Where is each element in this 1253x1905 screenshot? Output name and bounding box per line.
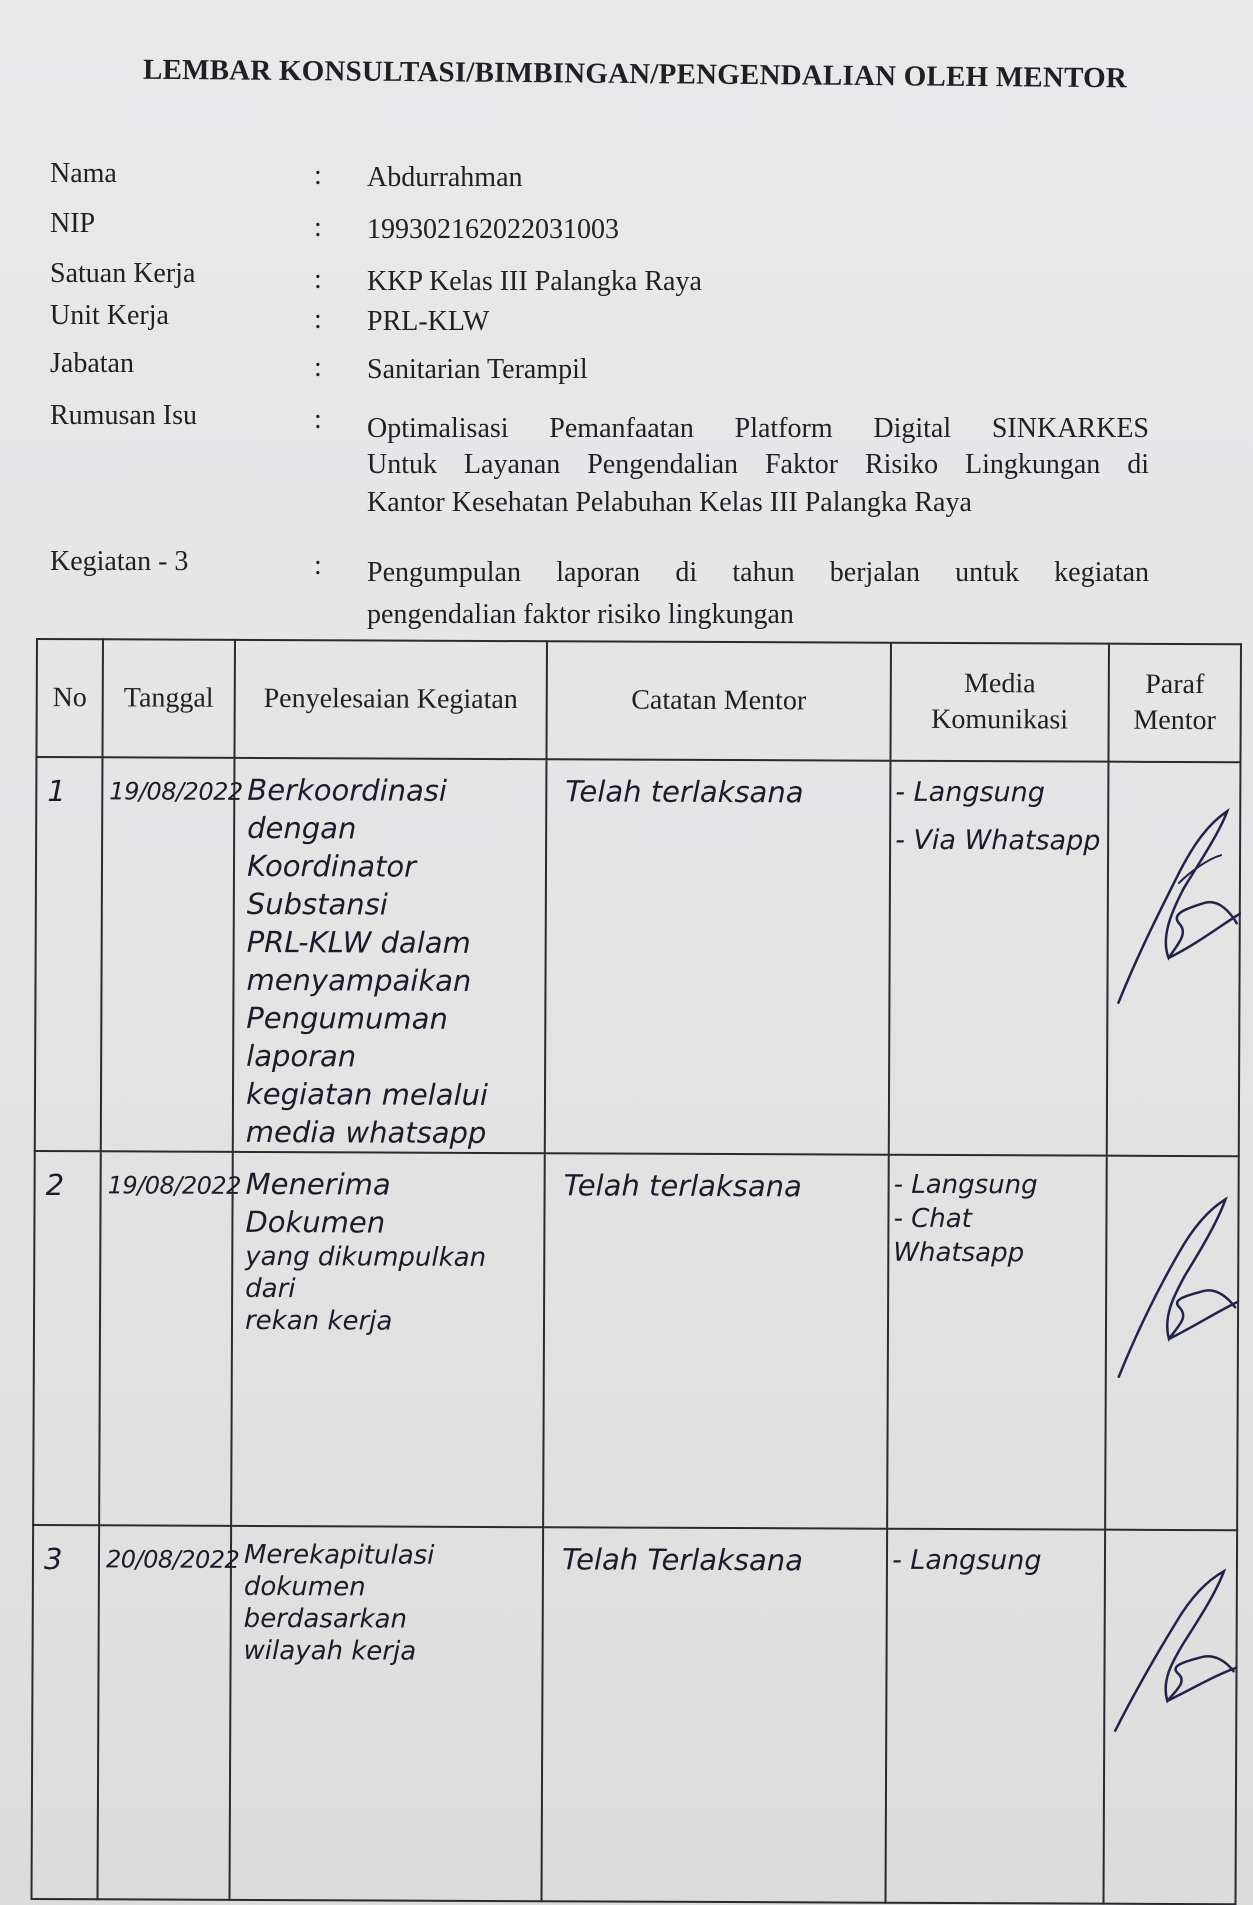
task-line: PRL-KLW dalam — [246, 924, 471, 960]
task-line: rekan kerja — [244, 1305, 393, 1337]
field-label-nip: NIP — [50, 208, 96, 239]
media-line: - Langsung — [891, 1544, 1042, 1577]
cell-catatan — [543, 1153, 889, 1528]
task-line: yang dikumpulkan dari — [245, 1241, 487, 1305]
kegiatan-line-2: pengendalian faktor risiko lingkungan — [367, 599, 794, 630]
row-date: 19/08/2022 — [107, 1171, 242, 1200]
mentor-signature — [1105, 1531, 1238, 1752]
cell-media — [889, 761, 1109, 1156]
field-label-nama: Nama — [50, 158, 117, 189]
mentor-signature — [1108, 763, 1241, 1014]
rumusan-isu-line-1: Optimalisasi Pemanfaatan Platform Digital SINKARKES — [367, 413, 1149, 444]
rumusan-isu-line-3: Kantor Kesehatan Pelabuhan Kelas III Palangka Raya — [367, 487, 972, 518]
cell-media — [887, 1155, 1107, 1530]
cell-no — [35, 757, 103, 1151]
field-label-jabatan: Jabatan — [50, 348, 134, 379]
cell-catatan — [545, 759, 891, 1154]
media-line: - Chat Whatsapp — [893, 1203, 1025, 1269]
colon: : — [314, 404, 322, 435]
cell-paraf — [1105, 1156, 1239, 1531]
colon: : — [314, 550, 322, 581]
header-media — [890, 643, 1109, 762]
row-date: 19/08/2022 — [109, 777, 243, 806]
cell-catatan — [541, 1527, 887, 1902]
header-paraf — [1108, 644, 1241, 763]
mentor-note: Telah terlaksana — [565, 774, 804, 810]
cell-penyelesaian — [233, 758, 547, 1153]
table-row — [33, 1151, 1239, 1530]
header-paraf-line-1: Paraf — [1145, 668, 1205, 701]
task-line: Koordinator Substansi — [246, 848, 417, 922]
mentor-note: Telah terlaksana — [563, 1168, 802, 1204]
cell-tanggal — [97, 1525, 240, 1900]
task-line: Berkoordinasi dengan — [247, 772, 448, 846]
mentor-note: Telah Terlaksana — [561, 1542, 804, 1578]
media-line: - Langsung — [893, 1169, 1038, 1201]
colon: : — [314, 212, 322, 243]
colon: : — [314, 264, 322, 295]
cell-tanggal — [99, 1151, 242, 1526]
row-date: 20/08/2022 — [105, 1545, 240, 1574]
field-label-kegiatan: Kegiatan - 3 — [50, 546, 189, 577]
header-media-line-2: Komunikasi — [931, 703, 1069, 736]
field-value-nip: 199302162022031003 — [367, 214, 619, 245]
header-no: No — [36, 639, 103, 757]
media-line: - Via Whatsapp — [895, 824, 1101, 857]
task-line: menyampaikan — [246, 962, 472, 998]
kegiatan-line-1: Pengumpulan laporan di tahun berjalan untuk kegiatan — [367, 557, 1149, 588]
field-value-satuan-kerja: KKP Kelas III Palangka Raya — [367, 266, 702, 297]
task-line: wilayah kerja — [243, 1635, 417, 1667]
header-catatan: Catatan Mentor — [546, 641, 891, 760]
task-line: Menerima Dokumen — [245, 1166, 391, 1240]
colon: : — [314, 160, 322, 191]
field-label-satuan-kerja: Satuan Kerja — [50, 258, 196, 289]
field-label-rumusan-isu: Rumusan Isu — [50, 400, 197, 431]
colon: : — [314, 304, 322, 335]
cell-media — [885, 1529, 1105, 1904]
field-value-nama: Abdurrahman — [367, 162, 523, 193]
colon: : — [314, 352, 322, 383]
media-line: - Langsung — [895, 776, 1046, 809]
row-number: 3 — [43, 1542, 63, 1577]
cell-no — [33, 1151, 101, 1525]
table-header-row — [36, 639, 1241, 762]
cell-penyelesaian — [231, 1152, 545, 1527]
cell-penyelesaian — [229, 1526, 543, 1901]
row-number: 2 — [45, 1168, 65, 1203]
consultation-table — [30, 638, 1241, 1905]
header-tanggal: Tanggal — [102, 639, 235, 758]
table-row — [35, 757, 1241, 1156]
task-line: media whatsapp — [245, 1114, 487, 1150]
field-value-jabatan: Sanitarian Terampil — [367, 354, 588, 385]
document-title: LEMBAR KONSULTASI/BIMBINGAN/PENGENDALIAN OLEH MENTOR — [142, 53, 1128, 95]
mentor-signature — [1107, 1157, 1240, 1388]
header-media-line-1: Media — [963, 668, 1036, 700]
row-number: 1 — [47, 774, 66, 809]
task-line: Pengumuman laporan — [246, 1000, 448, 1074]
cell-no — [31, 1525, 99, 1899]
header-paraf-line-2: Mentor — [1133, 704, 1216, 737]
cell-tanggal — [101, 757, 243, 1152]
table-row — [31, 1525, 1237, 1904]
field-label-unit-kerja: Unit Kerja — [50, 300, 169, 331]
rumusan-isu-line-2: Untuk Layanan Pengendalian Faktor Risiko Lingkungan di — [367, 449, 1149, 480]
cell-paraf — [1107, 762, 1241, 1157]
task-line: berdasarkan — [243, 1603, 408, 1635]
header-penyelesaian: Penyelesaian Kegiatan — [234, 640, 547, 759]
task-line: Merekapitulasi dokumen — [243, 1539, 435, 1603]
cell-paraf — [1103, 1530, 1237, 1905]
task-line: kegiatan melalui — [245, 1076, 489, 1112]
field-value-unit-kerja: PRL-KLW — [367, 306, 490, 337]
